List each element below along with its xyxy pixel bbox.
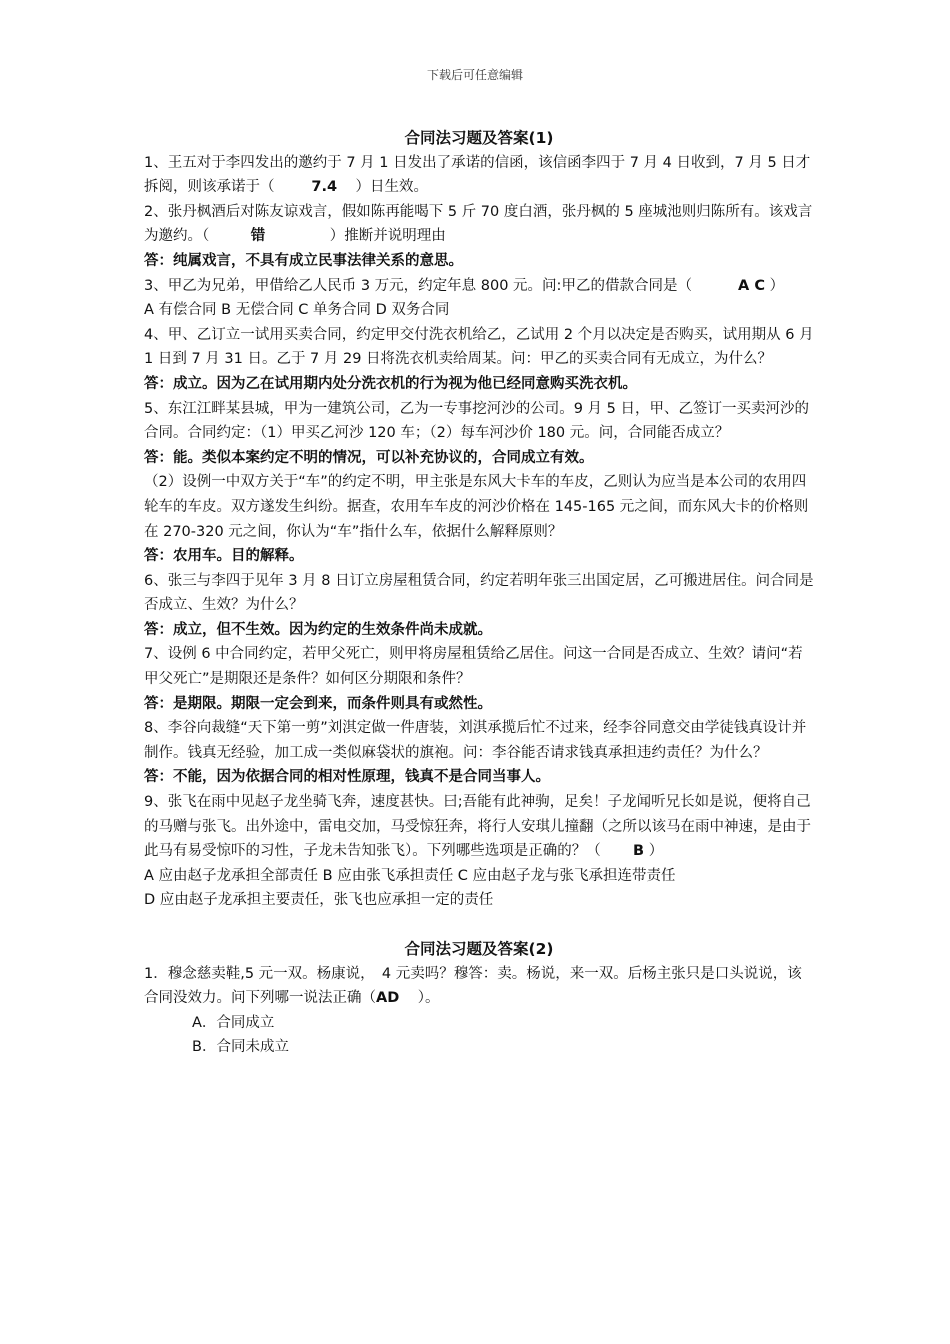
question-9-options-line-1: A 应由赵子龙承担全部责任 B 应由张飞承担责任 C 应由赵子龙与张飞承担连带责任 (144, 867, 676, 884)
section-2-question-1-suffix: ）。 (417, 990, 440, 1007)
answer-4: 答：成立。因为乙在试用期内处分洗衣机的行为视为他已经同意购买洗衣机。 (144, 375, 637, 392)
question-1-suffix: ）日生效。 (355, 179, 428, 196)
question-7: 7、设例 6 中合同约定，若甲父死亡，则甲将房屋租赁给乙居住。问这一合同是否成立、生效？请问“若甲父死亡”是期限还是条件？如何区分期限和条件？ (144, 646, 803, 688)
question-9-suffix: ） (648, 843, 664, 860)
question-9 (144, 790, 814, 864)
question-3-answer: A C (738, 277, 765, 294)
section-2-title: 合同法习题及答案(2) (404, 940, 554, 958)
section-1-title: 合同法习题及答案(1) (404, 129, 554, 147)
section-2-question-1-answer: AD (376, 990, 400, 1007)
section-2-question-1-text: 1．穆念慈卖鞋,5 元一双。杨康说， 4 元卖吗？穆答：卖。杨说，来一双。后杨主张只是口头说说，该合同没效力。问下列哪一说法正确（ (144, 965, 802, 1007)
answer-6: 答：成立，但不生效。因为约定的生效条件尚未成就。 (144, 621, 492, 638)
page-header: 下载后可任意编辑 (426, 68, 523, 82)
section-2-option-b: B．合同未成立 (192, 1039, 289, 1056)
answer-2: 答：纯属戏言，不具有成立民事法律关系的意思。 (144, 252, 463, 269)
question-9-text: 9、张飞在雨中见赵子龙坐骑飞奔，速度甚快。曰;吾能有此神驹，足矣！子龙闻听兄长如是说，便将自己的马赠与张飞。出外途中，雷电交加，马受惊狂奔，将行人安琪儿撞翻（之所以该马在雨中神速，是由于此马有易受惊吓的习性，子龙未告知张飞）。下列哪些选项是正确的？（ (144, 794, 811, 860)
question-4: 4、甲、乙订立一试用买卖合同，约定甲交付洗衣机给乙，乙试用 2 个月以决定是否购买，试用期从 6 月 1 日到 7 月 31 日。乙于 7 月 29 日将洗衣机卖给周某。问：甲乙的买卖合同有无成立，为什么？ (144, 326, 814, 368)
question-9-answer: B (633, 843, 645, 860)
question-3-options: A 有偿合同 B 无偿合同 C 单务合同 D 双务合同 (144, 302, 450, 319)
question-2-answer: 错 (250, 228, 266, 245)
question-2 (144, 200, 814, 249)
question-1-text: 1、王五对于李四发出的邀约于 7 月 1 日发出了承诺的信函，该信函李四于 7 月 4 日收到，7 月 5 日才拆阅，则该承诺于（ (144, 154, 811, 196)
question-6: 6、张三与李四于见年 3 月 8 日订立房屋租赁合同，约定若明年张三出国定居，乙可搬进居住。问合同是否成立、生效？为什么？ (144, 572, 814, 614)
question-3 (144, 274, 814, 299)
question-2-suffix: ）推断并说明理由 (329, 228, 446, 245)
document-body (144, 126, 814, 1060)
question-1 (144, 151, 814, 200)
question-3-suffix: ） (769, 277, 785, 294)
answer-5: 答：能。类似本案约定不明的情况，可以补充协议的，合同成立有效。 (144, 449, 594, 466)
section-2-question-1 (144, 962, 814, 1011)
question-9-options-line-2: D 应由赵子龙承担主要责任，张飞也应承担一定的责任 (144, 892, 494, 909)
question-3-text: 3、甲乙为兄弟，甲借给乙人民币 3 万元，约定年息 800 元。问:甲乙的借款合同是（ (144, 277, 692, 294)
answer-8: 答：不能，因为依据合同的相对性原理，钱真不是合同当事人。 (144, 769, 550, 786)
answer-7: 答：是期限。期限一定会到来，而条件则具有或然性。 (144, 695, 492, 712)
question-8: 8、李谷向裁缝“天下第一剪”刘淇定做一件唐装，刘淇承揽后忙不过来，经李谷同意交由学徒钱真设计并制作。钱真无经验，加工成一类似麻袋状的旗袍。问：李谷能否请求钱真承担违约责任？为什么？ (144, 720, 807, 761)
question-5-part-2: （2）设例一中双方关于“车”的约定不明，甲主张是东风大卡车的车皮，乙则认为应当是本公司的农用四轮车的车皮。双方遂发生纠纷。据查，农用车车皮的河沙价格在 145-165 元之间，而东风大卡的价格则在 270-320 元之间，你认为“车”指什么车，依据什么解释原则？ (144, 474, 809, 540)
question-2-text: 2、张丹枫酒后对陈友谅戏言，假如陈再能喝下 5 斤 70 度白酒，张丹枫的 5 座城池则归陈所有。该戏言为邀约。（ (144, 203, 813, 245)
answer-5-part-2: 答：农用车。目的解释。 (144, 548, 304, 565)
question-1-answer: 7.4 (311, 179, 338, 196)
question-5: 5、东江江畔某县城，甲为一建筑公司，乙为一专事挖河沙的公司。9 月 5 日，甲、乙签订一买卖河沙的合同。合同约定：（1）甲买乙河沙 120 车；（2）每车河沙价 180 元。问，合同能否成立？ (144, 400, 809, 442)
section-2-option-a: A．合同成立 (192, 1014, 275, 1031)
